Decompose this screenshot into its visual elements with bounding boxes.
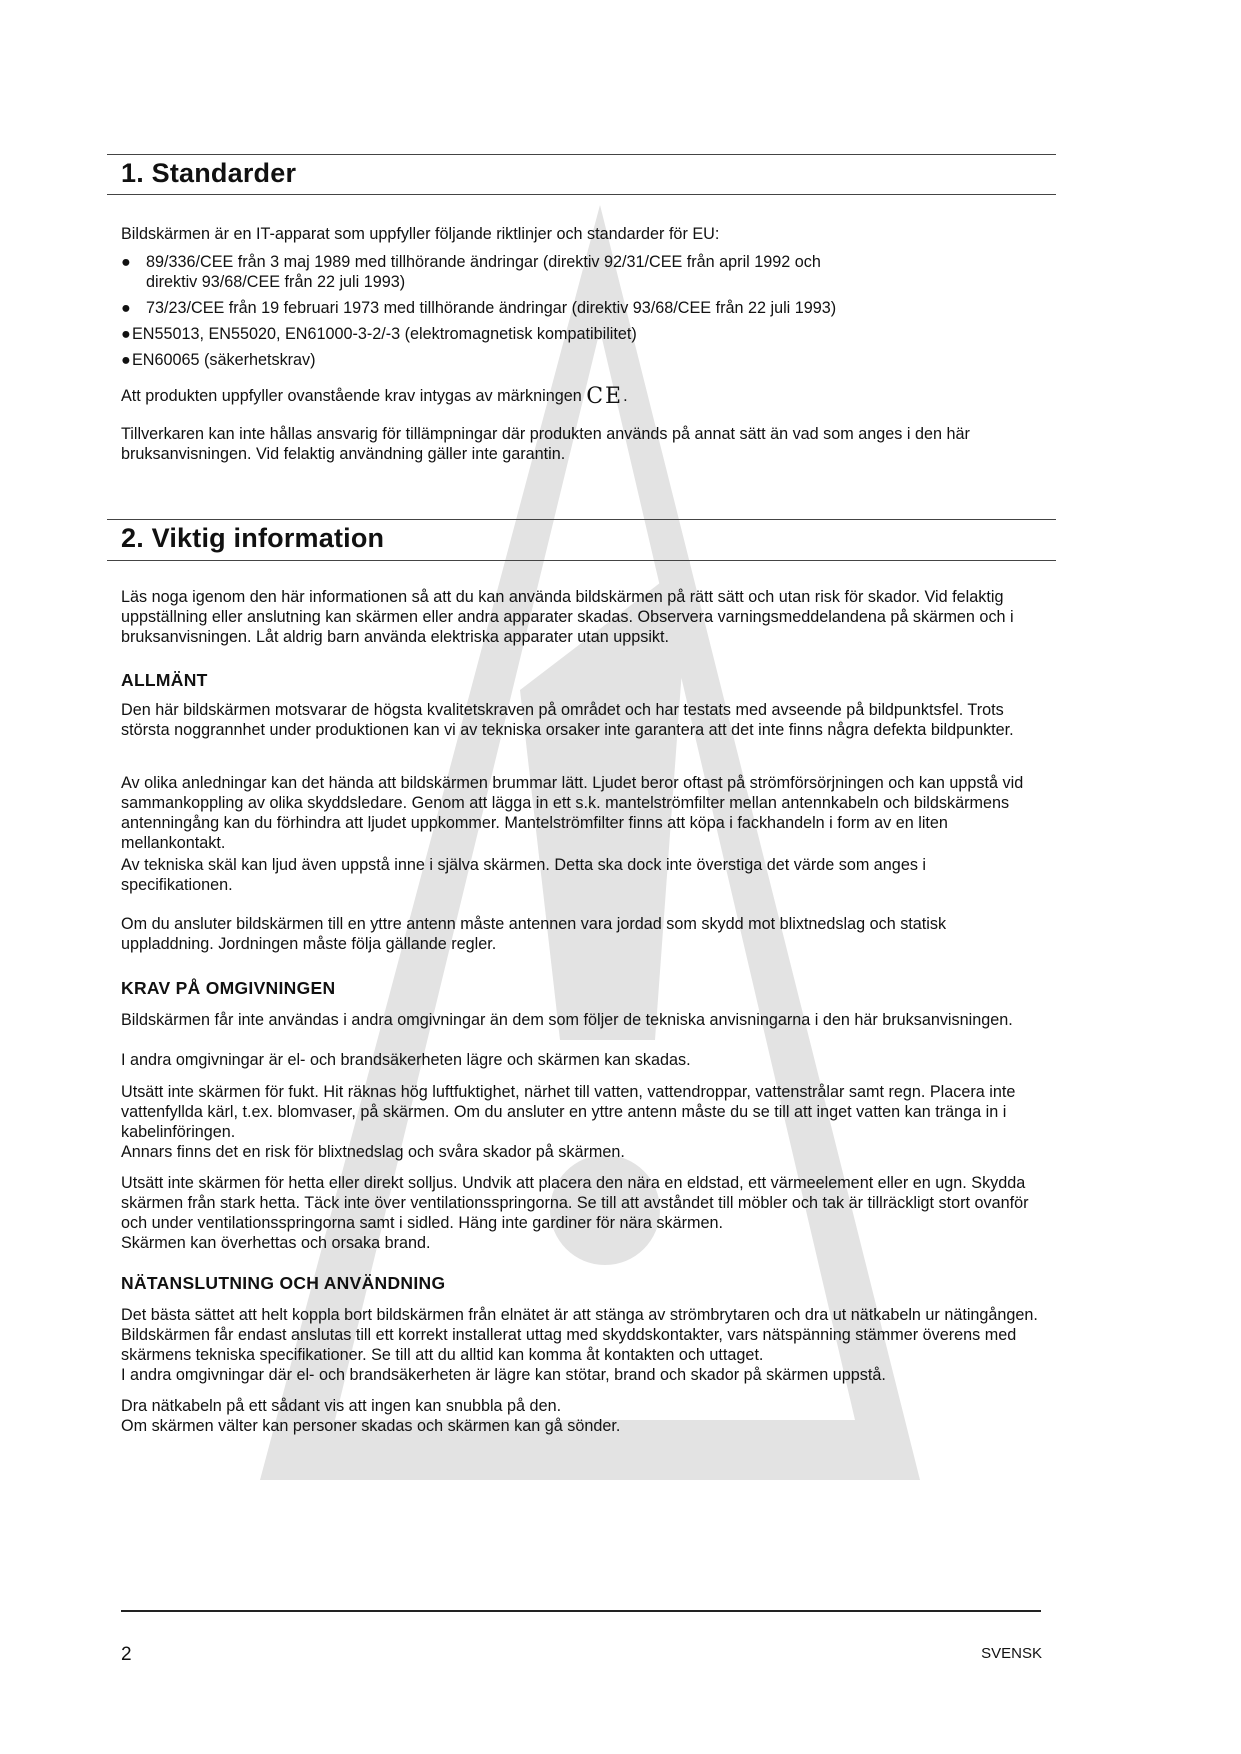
krav-paragraph: Utsätt inte skärmen för fukt. Hit räknas hög luftfuktighet, närhet till vatten, vattendroppar, vattenstrålar samt regn. Placera inte vattenfyllda kärl, t.ex. blomvaser, på skärmen. Om du ansluter en yttre antenn måste du se till att inget vatten kan tränga in i kabelinföringen. [121,1083,1016,1141]
liability-paragraph: Tillverkaren kan inte hållas ansvarig för tillämpningar där produkten används på annat sätt än vad som anges i den här bruksanvisningen. Vid felaktig användning gäller inte garantin. [121,425,970,463]
bullet-dot: ● [121,253,131,271]
allmant-paragraph: Om du ansluter bildskärmen till en yttre antenn måste antennen vara jordad som skydd mot blixtnedslag och statisk uppladdning. Jordningen måste följa gällande regler. [121,915,947,953]
subheading-natanslutning: NÄTANSLUTNING OCH ANVÄNDNING [121,1273,446,1293]
ce-statement-text: Att produkten uppfyller ovanstående krav intygas av märkningen [121,387,582,405]
bullet-text: EN60065 (säkerhetskrav) [132,351,316,369]
subheading-allmant: ALLMÄNT [121,670,208,690]
footer-divider [121,1610,1041,1612]
krav-paragraph: I andra omgivningar är el- och brandsäkerheten lägre och skärmen kan skadas. [121,1051,691,1069]
section-divider [107,154,1056,155]
subheading-krav-pa-omgivningen: KRAV PÅ OMGIVNINGEN [121,978,336,998]
allmant-paragraph: Den här bildskärmen motsvarar de högsta kvalitetskraven på området och har testats med avseende på bildpunktsfel. Trots största noggrannhet under produktionen kan vi av tekniska orsaker inte garantera att det inte finns några defekta bildpunkter. [121,701,1014,739]
natanslutning-paragraph: Om skärmen välter kan personer skadas och skärmen kan gå sönder. [121,1417,621,1435]
section-divider [107,560,1056,561]
section-heading-standarder: 1. Standarder [121,158,297,188]
bullet-text: 89/336/CEE från 3 maj 1989 med tillhörande ändringar (direktiv 92/31/CEE från april 1992 och [146,253,821,271]
bullet-text: 73/23/CEE från 19 februari 1973 med tillhörande ändringar (direktiv 93/68/CEE från 22 juli 1993) [146,299,837,317]
ce-statement [121,386,1041,407]
standards-intro: Bildskärmen är en IT-apparat som uppfyller följande riktlinjer och standarder för EU: [121,225,720,243]
ce-mark-icon: CE [586,384,624,409]
section-divider [107,194,1056,195]
bullet-dot: ● [121,325,131,343]
natanslutning-paragraph: Dra nätkabeln på ett sådant vis att ingen kan snubbla på den. [121,1397,562,1415]
krav-paragraph: Skärmen kan överhettas och orsaka brand. [121,1234,431,1252]
ce-statement-end: . [623,387,628,405]
allmant-paragraph: Av olika anledningar kan det hända att bildskärmen brummar lätt. Ljudet beror oftast på strömförsörjningen och kan uppstå vid sammankoppling av olika skyddsledare. Genom att lägga in ett s.k. mantelströmfilter mellan antennkabeln och bildskärmens antenningång kan du förhindra att ljudet uppkommer. Mantelströmfilter finns att köpa i fackhandeln i form av en liten mellankontakt. [121,774,1024,852]
natanslutning-paragraph: I andra omgivningar där el- och brandsäkerheten är lägre kan stötar, brand och skador på skärmen uppstå. [121,1366,886,1384]
important-intro: Läs noga igenom den här informationen så att du kan använda bildskärmen på rätt sätt och utan risk för skador. Vid felaktig uppställning eller anslutning kan skärmen eller andra apparater skadas. Observera varningsmeddelandena på skärmen och i bruksanvisningen. Låt aldrig barn använda elektriska apparater utan uppsikt. [121,588,1014,646]
section-divider [107,519,1056,520]
krav-paragraph: Utsätt inte skärmen för hetta eller direkt solljus. Undvik att placera den nära en eldstad, ett värmeelement eller en ugn. Skydda skärmen från stark hetta. Täck inte över ventilationsspringorna. Se till att avståndet till möbler och tak är tillräckligt stort ovanför och under ventilationsspringorna samt i sidled. Häng inte gardiner för nära skärmen. [121,1174,1029,1232]
bullet-text: EN55013, EN55020, EN61000-3-2/-3 (elektromagnetisk kompatibilitet) [132,325,637,343]
natanslutning-paragraph: Det bästa sättet att helt koppla bort bildskärmen från elnätet är att stänga av strömbrytaren och dra ut nätkabeln ur nätingången. Bildskärmen får endast anslutas till ett korrekt installerat uttag med skyddskontakter, vars nätspänning stämmer överens med skärmens tekniska specifikationer. Se till att du alltid kan komma åt kontakten och uttaget. [121,1306,1038,1364]
page-number: 2 [121,1644,132,1665]
allmant-paragraph: Av tekniska skäl kan ljud även uppstå inne i själva skärmen. Detta ska dock inte överstiga det värde som anges i specifikationen. [121,856,927,894]
bullet-dot: ● [121,299,131,317]
section-heading-viktig-information: 2. Viktig information [121,523,385,553]
krav-paragraph: Bildskärmen får inte användas i andra omgivningar än dem som följer de tekniska anvisningarna i den här bruksanvisningen. [121,1011,1013,1029]
bullet-dot: ● [121,351,131,369]
language-label: SVENSK [981,1645,1042,1662]
bullet-text: direktiv 93/68/CEE från 22 juli 1993) [146,273,406,291]
krav-paragraph: Annars finns det en risk för blixtnedslag och svåra skador på skärmen. [121,1143,625,1161]
